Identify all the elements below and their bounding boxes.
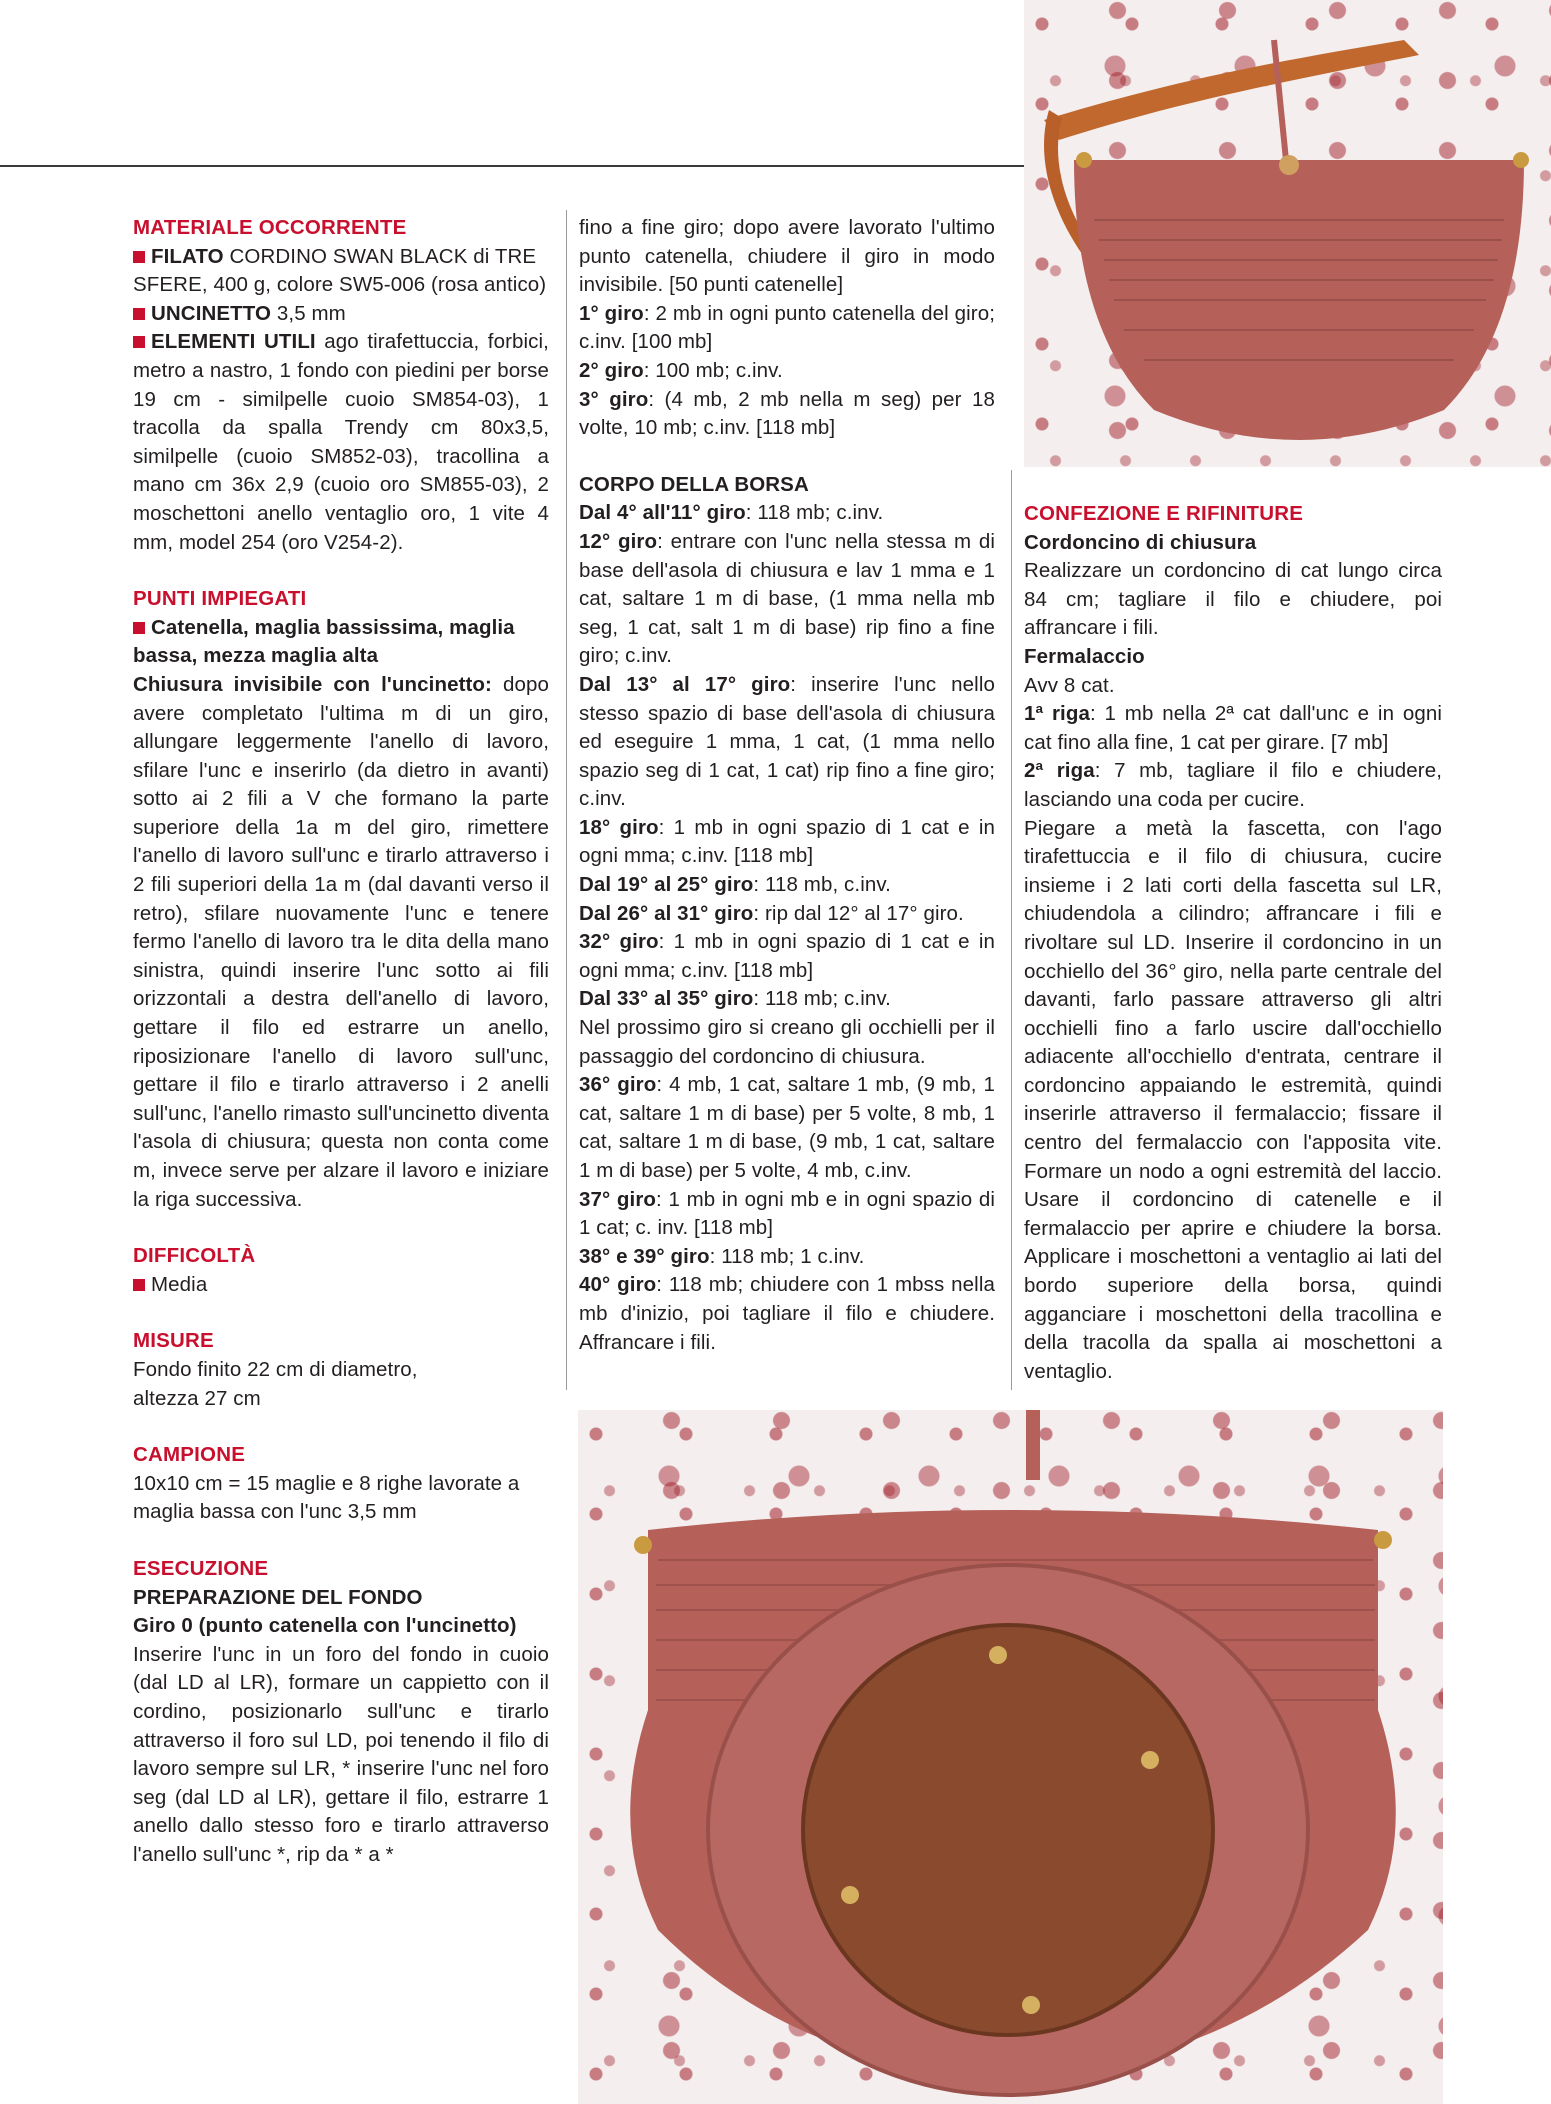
heading-campione: CAMPIONE: [133, 1443, 246, 1467]
misure-line-1: Fondo finito 22 cm di diametro,: [133, 1357, 418, 1381]
misure-line-2: altezza 27 cm: [133, 1386, 261, 1410]
foot-stud-icon: [841, 1886, 859, 1904]
subheading-preparazione: PREPARAZIONE DEL FONDO: [133, 1585, 423, 1609]
bag-illustration-bottom: [578, 1410, 1443, 2104]
giro0-text: Inserire l'unc in un foro del fondo in cuoio (dal LD al LR), formare un cappietto con il cordino, posizionarlo sull'unc e tirarlo attraverso il foro sul LD, poi tenendo il filo di lavoro sempre sul LR, * inserire l'unc nel foro seg (dal LD al LR), gettare il filo, estrarre 1 anello dallo stesso foro e tirarlo attraverso l'anello sull'unc *, rip da * a *: [133, 1642, 549, 1866]
giro-33-35: Dal 33° al 35° giro: 118 mb; c.inv.: [579, 987, 891, 1011]
bullet-square-icon: [133, 622, 145, 634]
fastener-icon: [1279, 155, 1299, 175]
materiale-elementi: ELEMENTI UTILI ago tirafettuccia, forbici, metro a nastro, 1 fondo con piedini per borse 19 cm - similpelle cuoio SM854-03), 1 tracolla da spalla Trendy cm 80x3,5, similpelle (cuoio SM852-03), tracollina a mano cm 36x 2,9 (cuoio oro SM855-03), 2 moschettoni anello ventaglio oro, 1 vite 4 mm, model 254 (oro V254-2).: [133, 330, 549, 554]
drawstring-icon: [1274, 40, 1286, 160]
bullet-square-icon: [133, 1279, 145, 1291]
riga-1: 1ª riga: 1 mb nella 2ª cat dall'unc e in ogni cat fino alla fine, 1 cat per girare. [7 mb]: [1024, 702, 1443, 754]
giro-3: 3° giro: (4 mb, 2 mb nella m seg) per 18 volte, 10 mb; c.inv. [118 mb]: [579, 387, 996, 440]
photo-bag-top-view: [1024, 0, 1551, 467]
column-3: [1024, 500, 1442, 1386]
bullet-square-icon: [133, 308, 145, 320]
giro-37: 37° giro: 1 mb in ogni mb e in ogni spazio di 1 cat; c. inv. [118 mb]: [579, 1187, 996, 1240]
column-divider-1: [566, 210, 567, 1390]
subheading-corpo: CORPO DELLA BORSA: [579, 472, 809, 496]
leather-base-icon: [803, 1625, 1213, 2035]
heading-difficolta: DIFFICOLTÀ: [133, 1244, 256, 1268]
foot-stud-icon: [989, 1646, 1007, 1664]
giro-18: 18° giro: 1 mb in ogni spazio di 1 cat e in ogni mma; c.inv. [118 mb]: [579, 815, 996, 868]
giro-13-17: Dal 13° al 17° giro: inserire l'unc nello stesso spazio di base dell'asola di chiusura ed eseguire 1 mma, 1 cat, (1 mma nello spazio seg di 1 cat, 1 cat) rip fino a fine giro; c.inv.: [579, 672, 995, 811]
giro0-continued: fino a fine giro; dopo avere lavorato l'ultimo punto catenella, chiudere il giro in modo invisibile. [50 punti catenelle]: [579, 216, 995, 297]
shoulder-strap-icon: [1044, 40, 1419, 140]
ring-right-icon: [1513, 152, 1529, 168]
heading-punti: PUNTI IMPIEGATI: [133, 587, 307, 611]
heading-materiale: MATERIALE OCCORRENTE: [133, 216, 407, 239]
bullet-square-icon: [133, 336, 145, 348]
foot-stud-icon: [1022, 1996, 1040, 2014]
giro-12: 12° giro: entrare con l'unc nella stessa m di base dell'asola di chiusura e lav 1 mma e 1 cat, saltare 1 m di base, (1 mma nella mb seg, 1 cat, salt 1 m di base) rip fino a fine giro; c.inv.: [579, 529, 995, 668]
heading-misure: MISURE: [133, 1329, 214, 1353]
avvio-text: Avv 8 cat.: [1024, 673, 1115, 697]
column-1: [133, 214, 549, 1869]
bag-illustration-top: [1024, 0, 1551, 467]
photo-bag-bottom-view: [578, 1410, 1443, 2104]
ring-left-icon: [634, 1536, 652, 1554]
heading-confezione: CONFEZIONE E RIFINITURE: [1024, 502, 1304, 525]
giro-40: 40° giro: 118 mb; chiudere con 1 mbss nella mb d'inizio, poi tagliare il filo e chiudere. Affrancare i fili.: [579, 1273, 995, 1354]
occhielli-note: Nel prossimo giro si creano gli occhielli per il passaggio del cordoncino di chiusura.: [579, 1016, 995, 1068]
subheading-fermalaccio: Fermalaccio: [1024, 644, 1145, 668]
giro-1: 1° giro: 2 mb in ogni punto catenella del giro; c.inv. [100 mb]: [579, 301, 995, 354]
materiale-uncinetto: UNCINETTO 3,5 mm: [133, 300, 549, 329]
column-2: [579, 214, 995, 1357]
giro-4-11: Dal 4° all'11° giro: 118 mb; c.inv.: [579, 501, 884, 525]
subheading-giro0: Giro 0 (punto catenella con l'uncinetto): [133, 1614, 517, 1638]
ring-left-icon: [1076, 152, 1092, 168]
difficolta-value: Media: [133, 1271, 549, 1300]
giro-26-31: Dal 26° al 31° giro: rip dal 12° al 17° giro.: [579, 901, 964, 925]
giro-32: 32° giro: 1 mb in ogni spazio di 1 cat e in ogni mma; c.inv. [118 mb]: [579, 930, 996, 982]
giro-38-39: 38° e 39° giro: 118 mb; 1 c.inv.: [579, 1244, 865, 1268]
giro-2: 2° giro: 100 mb; c.inv.: [579, 358, 783, 382]
giro-19-25: Dal 19° al 25° giro: 118 mb, c.inv.: [579, 873, 891, 897]
giro-36: 36° giro: 4 mb, 1 cat, saltare 1 mb, (9 mb, 1 cat, saltare 1 m di base) per 5 volte, 8 mb, 1 cat, saltare 1 m di base, (9 mb, 1 cat, saltare 1 m di base) per 5 volte, 4 mb, c.inv.: [579, 1073, 995, 1182]
materiale-filato: FILATO CORDINO SWAN BLACK di TRE SFERE, 400 g, colore SW5-006 (rosa antico): [133, 244, 547, 297]
top-rule: [0, 165, 1024, 167]
chiusura-invisibile: Chiusura invisibile con l'uncinetto: dopo avere completato l'ultima m di un giro, allungare leggermente l'anello di lavoro, sfilare l'unc e inserirlo (da dietro in avanti) sotto ai 2 fili a V che formano la parte superiore della 1a m del giro, rimettere l'anello di lavoro sull'unc e tirarlo attraverso i 2 fili superiori della 1a m (dal davanti verso il retro), sfilare nuovamente l'unc e tenere fermo l'anello di lavoro tra le dita della mano sinistra, quindi inserire l'unc sotto ai fili orizzontali a destra dell'anello di lavoro, gettare il filo ed estrarre un anello, riposizionare l'anello di lavoro sull'unc, gettare il filo e tirarlo attraverso i 2 anelli sull'unc, l'anello rimasto sull'uncinetto diventa l'asola di chiusura; questa non conta come m, invece serve per alzare il lavoro e iniziare la riga successiva.: [133, 672, 549, 1211]
riga-2: 2ª riga: 7 mb, tagliare il filo e chiudere, lasciando una coda per cucire.: [1024, 759, 1442, 811]
campione-text: 10x10 cm = 15 maglie e 8 righe lavorate a maglia bassa con l'unc 3,5 mm: [133, 1471, 520, 1524]
foot-stud-icon: [1141, 1751, 1159, 1769]
bullet-square-icon: [133, 251, 145, 263]
heading-esecuzione: ESECUZIONE: [133, 1556, 269, 1580]
subheading-cordoncino: Cordoncino di chiusura: [1024, 530, 1257, 554]
column-divider-2: [1011, 470, 1012, 1390]
assembly-text: Piegare a metà la fascetta, con l'ago tirafettuccia e il filo di chiusura, cucire insieme i 2 lati corti della fascetta sul LR, chiudendola a cilindro; affrancare i fili e rivoltare sul LD. Inserire il cordoncino in un occhiello del 36° giro, nella parte centrale del davanti, farlo passare attraverso gli altri occhielli fino a farlo uscire dall'occhiello adiacente all'occhiello d'entrata, centrare il cordoncino appaiando le estremità, quindi inserirle attraverso il fermalaccio; fissare il centro del fermalaccio con l'apposita vite. Formare un nodo a ogni estremità del laccio. Usare il cordoncino di catenelle e il fermalaccio per aprire e chiudere la borsa. Applicare i moschettoni a ventaglio ai lati del bordo superiore della borsa, quindi agganciare i moschettoni della tracollina e della tracolla da spalla ai moschettoni a ventaglio.: [1024, 816, 1442, 1383]
cordoncino-text: Realizzare un cordoncino di cat lungo circa 84 cm; tagliare il filo e chiudere, poi affrancare i fili.: [1024, 559, 1442, 640]
punti-list: Catenella, maglia bassissima, maglia bassa, mezza maglia alta: [133, 615, 515, 668]
ring-right-icon: [1374, 1531, 1392, 1549]
